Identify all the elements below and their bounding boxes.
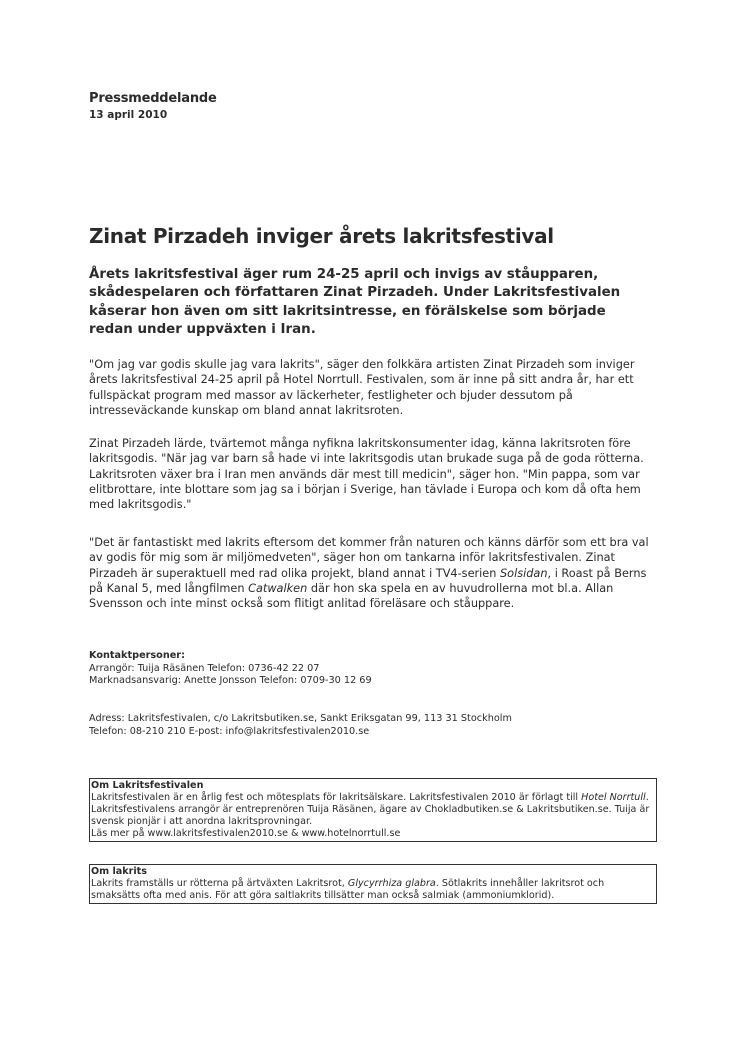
- lead-paragraph: Årets lakritsfestival äger rum 24-25 april och invigs av ståupparen, skådespelaren och författaren Zinat Pirzadeh. Under Lakritsfestivalen kåserar hon även om sitt lakritsintresse, en förälskelse som började redan under uppväxten i Iran.: [89, 267, 621, 338]
- address-section: [89, 713, 659, 738]
- address-line: Adress: Lakritsfestivalen, c/o Lakritsbutiken.se, Sankt Eriksgatan 99, 113 31 Stockholm: [89, 713, 512, 724]
- headline: Zinat Pirzadeh inviger årets lakritsfestival: [89, 224, 554, 248]
- italic-venue: Hotel Norrtull: [581, 792, 646, 803]
- contact-label: Kontaktpersoner:: [89, 650, 185, 661]
- about-licorice-box: [89, 864, 657, 904]
- italic-latin-name: Glycyrrhiza glabra: [347, 878, 436, 889]
- box-text: [91, 792, 655, 828]
- body-paragraph-1: "Om jag var godis skulle jag vara lakrits", säger den folkkära artisten Zinat Pirzadeh som inviger årets lakritsfestival 24-25 april på Hotel Norrtull. Festivalen, som är inne på sitt andra år, har ett fullspäckat program med massor av läckerheter, festligheter och bjuder dessutom på intresseväckande kunskap om bland annat lakritsroten.: [89, 358, 635, 417]
- box-title: Om Lakritsfestivalen: [91, 780, 204, 791]
- paragraph-text: , i Roast på Berns på Kanal 5, med långfilmen: [89, 566, 647, 595]
- paragraph-text: där hon ska spela en av huvudrollerna mot bl.a. Allan Svensson och inte minst också som flitigt anlitad föreläsare och ståuppare.: [89, 581, 614, 611]
- body-paragraph-2: Zinat Pirzadeh lärde, tvärtemot många nyfikna lakritskonsumenter idag, känna lakritsroten före lakritsgodis. "När jag var barn så hade vi inte lakritsgodis utan brukade suga på de goda rötterna. Lakritsroten växer bra i Iran men används där mest till medicin", säger hon. "Min pappa, som var elitbrottare, inte blottare som jag sa i början i Sverige, han tävlade i Europa och kom då ofta hem med lakritsgodis.": [89, 437, 644, 512]
- release-date: 13 april 2010: [89, 109, 168, 121]
- body-paragraph-3: [89, 535, 659, 611]
- read-more-line: Läs mer på www.lakritsfestivalen2010.se & www.hotelnorrtull.se: [91, 828, 401, 839]
- box-text-part: Lakrits framställs ur rötterna på ärtväxten Lakritsrot,: [91, 878, 348, 889]
- contact-section: [89, 650, 659, 688]
- italic-title: Catwalken: [248, 581, 308, 595]
- contact-line: Marknadsansvarig: Anette Jonsson Telefon: 0709-30 12 69: [89, 675, 372, 686]
- about-festival-box: [89, 778, 657, 842]
- box-text-part: . Lakritsfestivalens arrangör är entreprenören Tuija Räsänen, ägare av Chokladbutiken.se & Lakritsbutiken.se. Tuija är svensk pionjär i att anordna lakritsprovningar.: [91, 792, 650, 827]
- box-text-part: . Sötlakrits innehåller lakritsrot och smaksätts ofta med anis. För att göra saltlakrits tillsätter man också salmiak (ammoniumklorid).: [91, 878, 605, 901]
- box-title: Om lakrits: [91, 866, 147, 877]
- paragraph-text: "Det är fantastiskt med lakrits eftersom det kommer från naturen och känns därför som ett bra val av godis för mig som är miljömedveten", säger hon om tankarna inför lakritsfestivalen. Zinat Pirzadeh är superaktuell med rad olika projekt, bland annat i TV4-serien: [89, 536, 649, 580]
- box-text: [91, 878, 655, 902]
- phone-email-line: Telefon: 08-210 210 E-post: info@lakritsfestivalen2010.se: [89, 725, 370, 737]
- box-text-part: Lakritsfestivalen är en årlig fest och mötesplats för lakritsälskare. Lakritsfestivalen 2010 är förlagt till: [91, 792, 582, 803]
- document-type: Pressmeddelande: [89, 91, 217, 106]
- italic-title: Solsidan: [500, 566, 548, 580]
- contact-line: Arrangör: Tuija Räsänen Telefon: 0736-42 22 07: [89, 662, 320, 674]
